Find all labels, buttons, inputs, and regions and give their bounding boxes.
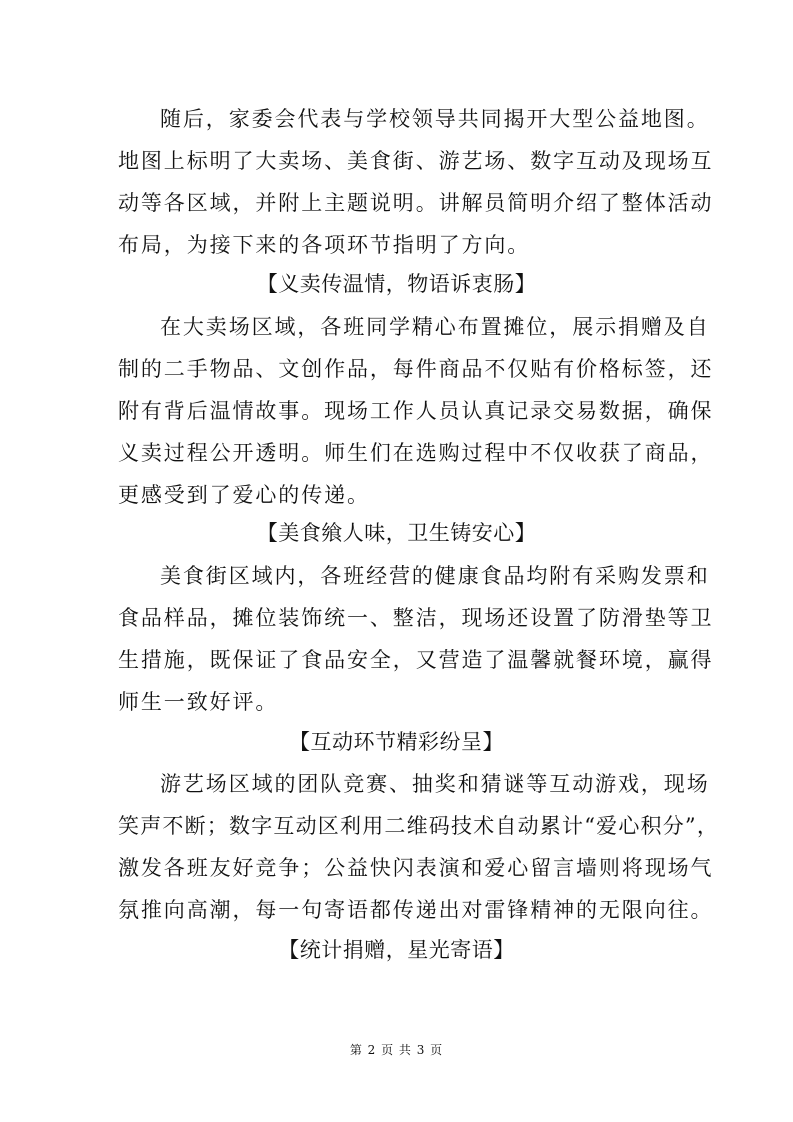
paragraph-line: 美食街区域内，各班经营的健康食品均附有采购发票和: [160, 564, 710, 588]
paragraph-line: 在大卖场区域，各班同学精心布置摊位，展示捐赠及自: [160, 315, 710, 339]
section-heading: 【美食飨人味，卫生铸安心】: [256, 521, 537, 545]
paragraph-line: 更感受到了爱心的传递。: [118, 483, 370, 507]
paragraph-line: 制的二手物品、文创作品，每件商品不仅贴有价格标签，还: [118, 357, 714, 381]
paragraph-line: 布局，为接下来的各项环节指明了方向。: [118, 233, 531, 257]
paragraph-line: 义卖过程公开透明。师生们在选购过程中不仅收获了商品，: [118, 441, 714, 465]
section-heading: 【统计捐赠，星光寄语】: [278, 938, 515, 962]
paragraph-line: 游艺场区域的团队竞赛、抽奖和猜谜等互动游戏，现场: [160, 772, 710, 796]
paragraph-line: 师生一致好评。: [118, 690, 279, 714]
paragraph-line: 生措施，既保证了食品安全，又营造了温馨就餐环境，赢得: [118, 648, 714, 672]
paragraph-line: 地图上标明了大卖场、美食街、游艺场、数字互动及现场互: [118, 149, 714, 173]
section-heading: 【互动环节精彩纷呈】: [289, 730, 504, 754]
page-number-footer: 第 2 页 共 3 页: [349, 1043, 444, 1057]
paragraph-line: 动等各区域，并附上主题说明。讲解员简明介绍了整体活动: [118, 191, 714, 215]
paragraph-line: 附有背后温情故事。现场工作人员认真记录交易数据，确保: [118, 399, 714, 423]
paragraph-line: 笑声不断；数字互动区利用二维码技术自动累计“爱心积分”，: [118, 814, 720, 838]
paragraph-line: 氛推向高潮，每一句寄语都传递出对雷锋精神的无限向往。: [118, 898, 714, 922]
paragraph-line: 食品样品，摊位装饰统一、整洁，现场还设置了防滑垫等卫: [118, 606, 714, 630]
section-heading: 【义卖传温情，物语诉衷肠】: [256, 272, 537, 296]
paragraph-line: 激发各班友好竞争；公益快闪表演和爱心留言墙则将现场气: [118, 856, 714, 880]
paragraph-line: 随后，家委会代表与学校领导共同揭开大型公益地图。: [160, 107, 710, 131]
